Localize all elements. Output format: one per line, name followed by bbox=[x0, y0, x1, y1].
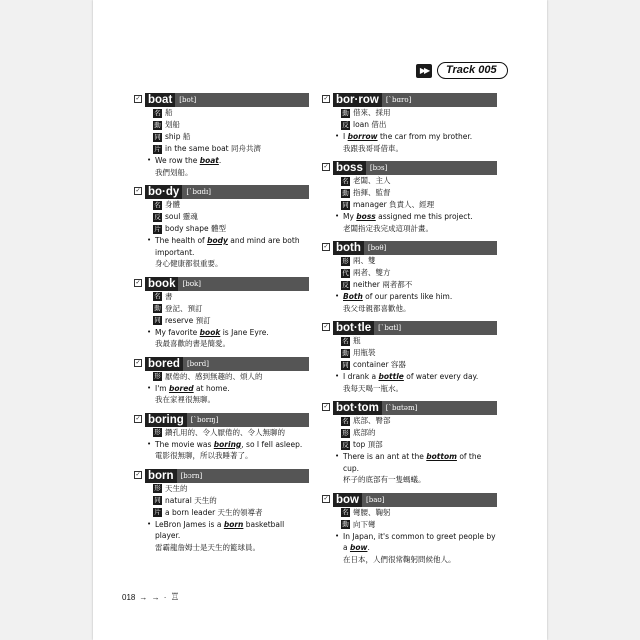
track-label: Track 005 bbox=[437, 62, 508, 79]
definition-line bbox=[153, 303, 309, 315]
phonetic: [boθ] bbox=[367, 244, 387, 252]
vocab-entry bbox=[135, 413, 309, 462]
part-of-speech-tag: 同 bbox=[154, 132, 161, 141]
headword-bar bbox=[145, 469, 309, 483]
part-of-speech-tag: 動 bbox=[154, 120, 161, 129]
example-translation: 老闆指定我完成這項計畫。 bbox=[343, 223, 433, 233]
definition-line bbox=[341, 427, 497, 439]
example-post: , so I fell asleep. bbox=[241, 439, 303, 449]
example-translation: 雷霸龍詹姆士是天生的籃球員。 bbox=[155, 542, 260, 552]
definition-text: 鑽孔用的、令人厭倦的、令人無聊的 bbox=[165, 427, 285, 437]
headword: book bbox=[145, 277, 178, 291]
example-sentence bbox=[335, 531, 497, 566]
definition-text: container 容器 bbox=[353, 360, 406, 369]
part-of-speech-tag: 片 bbox=[154, 508, 161, 516]
definition-text: neither 兩者都不 bbox=[353, 280, 413, 289]
example-sentence bbox=[147, 439, 309, 462]
checkbox-icon[interactable]: ✓ bbox=[323, 494, 329, 502]
vocab-entry bbox=[323, 161, 497, 234]
vocab-entry bbox=[135, 93, 309, 178]
bullet-icon: • bbox=[335, 452, 340, 460]
headword: bot·tom bbox=[333, 401, 382, 415]
part-of-speech-tag: 形 bbox=[342, 256, 349, 265]
definition-text: 借來、採用 bbox=[353, 108, 391, 117]
example-pre: I'm bbox=[155, 383, 169, 393]
phonetic: [bord] bbox=[186, 359, 209, 368]
bullet-icon: • bbox=[147, 156, 152, 164]
definition-line bbox=[341, 255, 497, 267]
example-post: the car from my brother. bbox=[377, 132, 473, 141]
example-translation: 我跟我哥哥借車。 bbox=[343, 143, 403, 153]
example-sentence bbox=[147, 327, 309, 350]
definition-line bbox=[341, 335, 497, 347]
vocab-entry bbox=[323, 401, 497, 486]
phonetic: [ˋbɑdɪ] bbox=[186, 188, 211, 196]
definition-line bbox=[153, 143, 309, 155]
checkbox-icon[interactable]: ✓ bbox=[135, 278, 141, 286]
definition-line bbox=[341, 519, 497, 531]
example-post: of the cup. bbox=[343, 452, 482, 473]
example-keyword: bottle bbox=[378, 372, 404, 381]
headword: bow bbox=[333, 493, 362, 507]
example-translation: 我們划船。 bbox=[155, 167, 193, 177]
part-of-speech-tag: 反 bbox=[154, 212, 161, 221]
definition-text: 彎腰、鞠躬 bbox=[353, 507, 391, 517]
definition-line bbox=[153, 119, 309, 131]
example-keyword: borrow bbox=[347, 132, 378, 141]
example-pre: My favorite bbox=[155, 327, 200, 337]
headword-bar bbox=[145, 93, 309, 107]
example-sentence bbox=[147, 235, 309, 270]
vocab-entry bbox=[135, 469, 309, 554]
headword-bar bbox=[333, 161, 497, 175]
example-pre: I drank a bbox=[343, 372, 379, 381]
checkbox-icon[interactable]: ✓ bbox=[323, 163, 329, 170]
definition-line bbox=[341, 415, 497, 427]
vocab-entry bbox=[323, 241, 497, 314]
part-of-speech-tag: 同 bbox=[154, 496, 161, 504]
part-of-speech-tag: 代 bbox=[342, 268, 349, 277]
example-sentence bbox=[147, 383, 309, 406]
example-post: and mind are both important. bbox=[155, 236, 300, 257]
part-of-speech-tag: 動 bbox=[342, 188, 349, 197]
example-pre: We row the bbox=[155, 156, 200, 165]
definition-text: 兩者、雙方 bbox=[353, 268, 391, 277]
example-translation: 我最喜歡的書是簡愛。 bbox=[155, 339, 230, 348]
example-pre: The health of bbox=[155, 236, 208, 245]
example-keyword: boss bbox=[356, 212, 376, 221]
example-sentence bbox=[147, 519, 309, 554]
part-of-speech-tag: 名 bbox=[154, 292, 161, 300]
phonetic: [ˋborɪŋ] bbox=[190, 415, 219, 424]
definition-text: 底部、臀部 bbox=[353, 416, 391, 425]
example-translation: 我每天喝一瓶水。 bbox=[343, 383, 403, 393]
part-of-speech-tag: 形 bbox=[154, 428, 161, 436]
headword: boss bbox=[333, 161, 366, 175]
definition-line bbox=[153, 315, 309, 327]
headword: boat bbox=[145, 93, 175, 107]
part-of-speech-tag: 名 bbox=[342, 508, 349, 516]
definition-line bbox=[341, 175, 497, 187]
definition-line bbox=[153, 131, 309, 143]
example-keyword: born bbox=[223, 519, 244, 529]
page-footer bbox=[122, 592, 179, 603]
definition-line bbox=[153, 291, 309, 303]
example-keyword: bottom bbox=[426, 452, 457, 461]
definition-text: body shape 體型 bbox=[165, 224, 226, 233]
example-post: of our parents like him. bbox=[362, 292, 453, 301]
checkbox-icon[interactable]: ✓ bbox=[323, 403, 329, 410]
definition-text: manager 負責人、經理 bbox=[353, 200, 435, 209]
checkbox-icon[interactable]: ✓ bbox=[135, 358, 141, 366]
track-badge[interactable] bbox=[416, 62, 508, 79]
bullet-icon: • bbox=[335, 132, 340, 140]
headword-bar bbox=[145, 185, 309, 199]
definition-text: 書 bbox=[165, 291, 173, 301]
part-of-speech-tag: 同 bbox=[342, 360, 349, 369]
example-post: is Jane Eyre. bbox=[220, 327, 269, 337]
phonetic: [bʊk] bbox=[182, 279, 202, 288]
definition-text: 兩、雙 bbox=[353, 256, 376, 265]
part-of-speech-tag: 同 bbox=[342, 200, 349, 209]
example-translation: 杯子的底部有一隻螞蟻。 bbox=[343, 475, 426, 484]
example-sentence bbox=[335, 291, 497, 314]
example-keyword: bored bbox=[168, 383, 194, 393]
part-of-speech-tag: 名 bbox=[342, 336, 349, 345]
part-of-speech-tag: 形 bbox=[342, 428, 349, 437]
vocab-entry bbox=[135, 357, 309, 406]
headword-bar bbox=[145, 413, 309, 427]
checkbox-icon[interactable]: ✓ bbox=[135, 95, 141, 102]
left-column bbox=[135, 93, 309, 560]
definition-text: top 頂部 bbox=[353, 440, 383, 449]
example-post: . bbox=[367, 543, 370, 552]
example-translation: 身心健康都很重要。 bbox=[155, 259, 223, 268]
definition-line bbox=[153, 427, 309, 439]
definition-line bbox=[341, 279, 497, 291]
part-of-speech-tag: 片 bbox=[154, 224, 161, 233]
bullet-icon: • bbox=[335, 212, 340, 220]
headword: bo·dy bbox=[145, 185, 182, 199]
example-sentence bbox=[147, 155, 309, 178]
definition-text: 天生的 bbox=[165, 483, 188, 493]
part-of-speech-tag: 同 bbox=[154, 316, 161, 324]
definition-text: in the same boat 同舟共濟 bbox=[165, 144, 261, 153]
definition-text: 划船 bbox=[165, 120, 180, 129]
part-of-speech-tag: 動 bbox=[342, 108, 349, 117]
definition-text: ship 船 bbox=[165, 132, 191, 141]
part-of-speech-tag: 反 bbox=[342, 440, 349, 449]
phonetic: [bot] bbox=[179, 96, 197, 104]
example-translation: 在日本，人們很常鞠躬問候他人。 bbox=[343, 554, 456, 564]
example-keyword: bow bbox=[349, 543, 368, 552]
example-keyword: book bbox=[199, 327, 221, 337]
bullet-icon: • bbox=[147, 383, 152, 392]
bullet-icon: • bbox=[147, 439, 152, 448]
page-number: 018 bbox=[122, 593, 136, 602]
part-of-speech-tag: 名 bbox=[342, 416, 349, 425]
definition-text: loan 借出 bbox=[353, 120, 387, 129]
footer-arrows: → → · bbox=[139, 593, 168, 602]
headword: boring bbox=[145, 413, 187, 427]
example-sentence bbox=[335, 131, 497, 154]
definition-line bbox=[153, 495, 309, 507]
definition-text: 向下彎 bbox=[353, 519, 376, 529]
example-post: basketball player. bbox=[155, 519, 285, 540]
part-of-speech-tag: 反 bbox=[342, 280, 349, 289]
definition-text: 厭倦的、感到無趣的、煩人的 bbox=[165, 371, 263, 381]
vocab-entry bbox=[323, 93, 497, 154]
bullet-icon: • bbox=[147, 236, 152, 244]
definition-line bbox=[153, 507, 309, 519]
definition-line bbox=[153, 211, 309, 223]
example-keyword: boring bbox=[213, 439, 242, 449]
bullet-icon: • bbox=[335, 292, 340, 300]
part-of-speech-tag: 形 bbox=[154, 372, 161, 380]
bullet-icon: • bbox=[147, 519, 152, 528]
headword-bar bbox=[333, 401, 497, 415]
vocab-entry bbox=[323, 321, 497, 394]
vocab-entry bbox=[323, 493, 497, 566]
example-keyword: body bbox=[207, 236, 228, 245]
definition-line bbox=[341, 439, 497, 451]
part-of-speech-tag: 動 bbox=[342, 520, 349, 528]
headword-bar bbox=[333, 321, 497, 335]
example-pre: LeBron James is a bbox=[155, 519, 224, 529]
definition-text: a born leader 天生的領導者 bbox=[165, 507, 263, 517]
headword-bar bbox=[145, 357, 309, 371]
definition-line bbox=[153, 223, 309, 235]
example-pre: I bbox=[343, 132, 348, 141]
definition-line bbox=[153, 107, 309, 119]
fast-forward-icon: ▶▶ bbox=[416, 64, 432, 78]
definition-text: 身體 bbox=[165, 200, 180, 209]
definition-text: 船 bbox=[165, 108, 173, 117]
checkbox-icon[interactable]: ✓ bbox=[135, 470, 141, 478]
headword: bot·tle bbox=[333, 321, 374, 335]
right-column bbox=[323, 93, 497, 572]
checkbox-icon[interactable]: ✓ bbox=[323, 323, 329, 330]
definition-line bbox=[341, 359, 497, 371]
example-sentence bbox=[335, 371, 497, 394]
definition-line bbox=[153, 483, 309, 495]
part-of-speech-tag: 反 bbox=[342, 120, 349, 129]
example-post: assigned me this project. bbox=[375, 212, 473, 221]
bullet-icon: • bbox=[147, 327, 152, 336]
definition-line bbox=[341, 199, 497, 211]
example-sentence bbox=[335, 211, 497, 234]
part-of-speech-tag: 名 bbox=[342, 176, 349, 185]
definition-text: 指揮、監督 bbox=[353, 188, 391, 197]
definition-text: soul 靈魂 bbox=[165, 212, 198, 221]
example-pre: The movie was bbox=[155, 439, 214, 449]
headword: bored bbox=[145, 357, 183, 371]
example-post: . bbox=[218, 156, 222, 165]
headword: born bbox=[145, 469, 177, 483]
checkbox-icon[interactable]: ✓ bbox=[135, 187, 141, 194]
headword-bar bbox=[333, 241, 497, 255]
headword-bar bbox=[145, 277, 309, 291]
checkbox-icon[interactable]: ✓ bbox=[323, 95, 329, 102]
example-keyword: boat bbox=[199, 156, 219, 165]
phonetic: [ˋbɑtəm] bbox=[385, 404, 418, 412]
definition-line bbox=[341, 347, 497, 359]
vocab-entry bbox=[135, 185, 309, 270]
example-post: at home. bbox=[193, 383, 230, 393]
headword-bar bbox=[333, 93, 497, 107]
example-pre: In Japan, it's common to greet people by a bbox=[343, 531, 496, 552]
headword: both bbox=[333, 241, 364, 255]
phonetic: [baʊ] bbox=[366, 495, 385, 504]
example-translation: 我父母親都喜歡他。 bbox=[343, 303, 411, 313]
checkbox-icon[interactable]: ✓ bbox=[135, 414, 141, 422]
definition-text: 登記、預訂 bbox=[165, 303, 203, 313]
part-of-speech-tag: 動 bbox=[154, 304, 161, 312]
definition-text: 老闆、主人 bbox=[353, 176, 391, 185]
checkbox-icon[interactable]: ✓ bbox=[323, 243, 329, 250]
part-of-speech-tag: 片 bbox=[154, 144, 161, 153]
definition-line bbox=[153, 371, 309, 383]
definition-line bbox=[341, 119, 497, 131]
part-of-speech-tag: 動 bbox=[342, 348, 349, 357]
example-translation: 我在家裡很無聊。 bbox=[155, 395, 215, 404]
phonetic: [ˋbɑtl] bbox=[378, 324, 402, 332]
example-keyword: Both bbox=[343, 292, 363, 301]
definition-text: natural 天生的 bbox=[165, 495, 217, 505]
headword-bar bbox=[333, 493, 497, 507]
bullet-icon: • bbox=[335, 372, 340, 380]
part-of-speech-tag: 名 bbox=[154, 200, 161, 209]
definition-text: reserve 預訂 bbox=[165, 315, 211, 325]
trophy-icon: ♖ bbox=[170, 592, 180, 603]
definition-line bbox=[341, 107, 497, 119]
example-sentence bbox=[335, 451, 497, 486]
definition-line bbox=[341, 187, 497, 199]
phonetic: [ˋbɑro] bbox=[385, 96, 412, 104]
example-pre: My bbox=[343, 212, 357, 221]
definition-line bbox=[341, 507, 497, 519]
phonetic: [bɔs] bbox=[369, 164, 388, 172]
example-translation: 電影很無聊，所以我睡著了。 bbox=[155, 451, 253, 460]
part-of-speech-tag: 名 bbox=[154, 108, 161, 117]
definition-line bbox=[153, 199, 309, 211]
part-of-speech-tag: 形 bbox=[154, 484, 161, 492]
vocab-entry bbox=[135, 277, 309, 350]
definition-line bbox=[341, 267, 497, 279]
definition-text: 底部的 bbox=[353, 428, 376, 437]
bullet-icon: • bbox=[335, 531, 340, 540]
definition-text: 用瓶裝 bbox=[353, 348, 376, 357]
example-pre: There is an ant at the bbox=[343, 452, 427, 461]
definition-text: 瓶 bbox=[353, 336, 361, 345]
headword: bor·row bbox=[333, 93, 382, 107]
example-post: of water every day. bbox=[403, 372, 479, 381]
phonetic: [bɔrn] bbox=[180, 471, 203, 480]
